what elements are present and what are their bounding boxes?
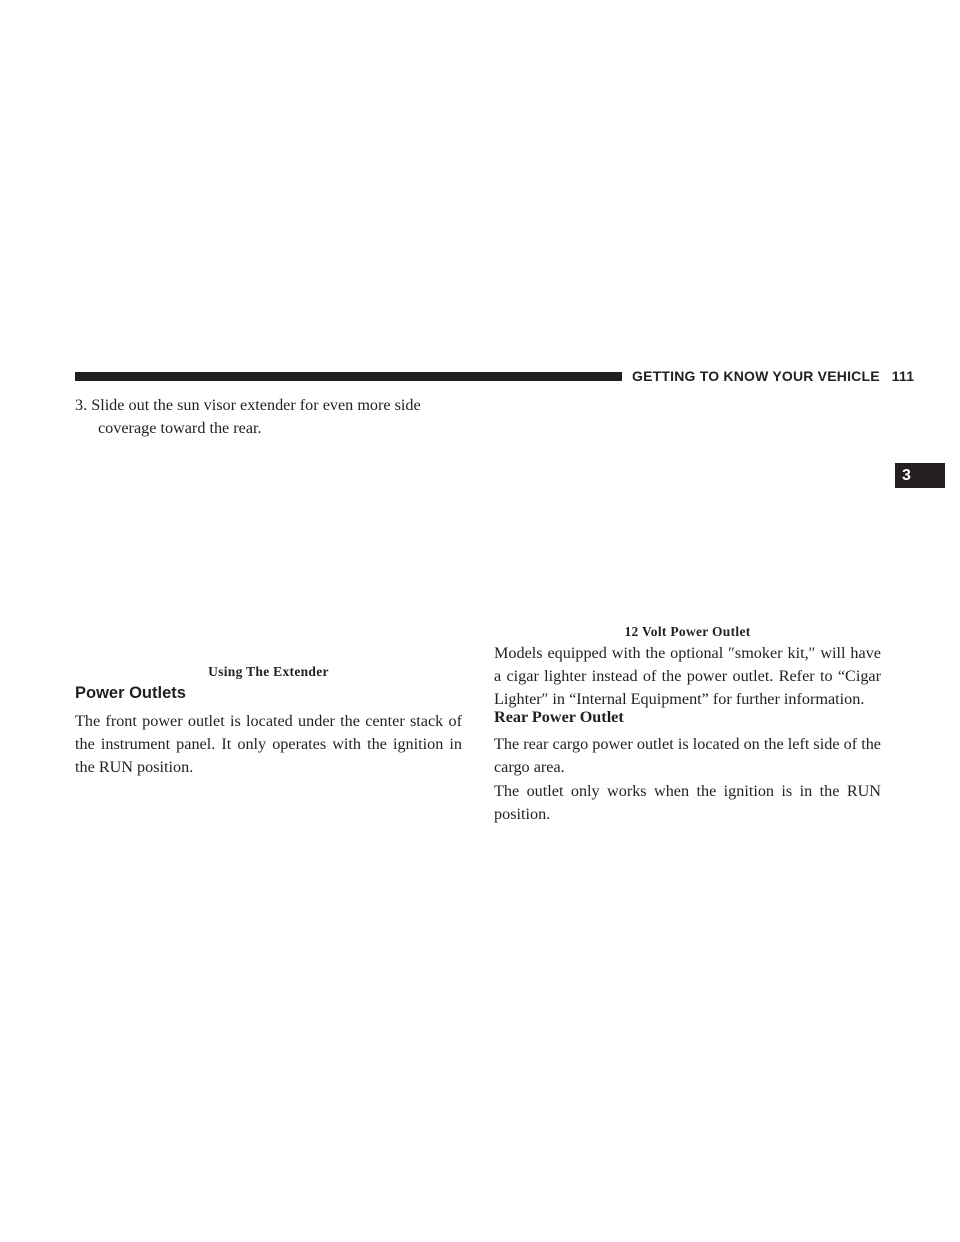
page-number: 111 [891, 368, 915, 384]
smoker-kit-paragraph: Models equipped with the optional ″smoker kit,″ will have a cigar lighter instead of the power outlet. Refer to “Cigar Lighter″ in “Internal Equipment” for further information. [494, 644, 881, 708]
front-outlet-paragraph: The front power outlet is located under the center stack of the instrument panel. It only operates with the ignition in the RUN position. [75, 712, 462, 776]
rear-outlet-ignition-paragraph: The outlet only works when the ignition is in the RUN position. [494, 782, 881, 823]
chapter-tab[interactable]: 3 [895, 463, 945, 488]
left-paragraph-block [75, 710, 462, 779]
figure-12v-outlet [494, 394, 881, 619]
step-3 [75, 394, 462, 440]
rear-outlet-location-paragraph: The rear cargo power outlet is located on the left side of the cargo area. [494, 735, 881, 776]
right-paragraph-block-2 [494, 733, 881, 779]
step-number: 3. [75, 396, 88, 414]
rear-outlet-heading: Rear Power Outlet [494, 708, 624, 726]
figure-caption-right: 12 Volt Power Outlet [624, 624, 751, 639]
figure-caption-left: Using The Extender [208, 664, 329, 679]
section-heading: Power Outlets [75, 684, 186, 702]
figure-using-extender [75, 445, 462, 660]
right-paragraph-block-1 [494, 642, 881, 711]
step-text-line2: coverage toward the rear. [98, 419, 262, 437]
section-title: GETTING TO KNOW YOUR VEHICLE [632, 368, 880, 384]
page-header [632, 366, 914, 386]
right-paragraph-block-3 [494, 780, 881, 826]
step-text-line1: Slide out the sun visor extender for even more side [91, 396, 421, 414]
header-rule [75, 372, 622, 381]
